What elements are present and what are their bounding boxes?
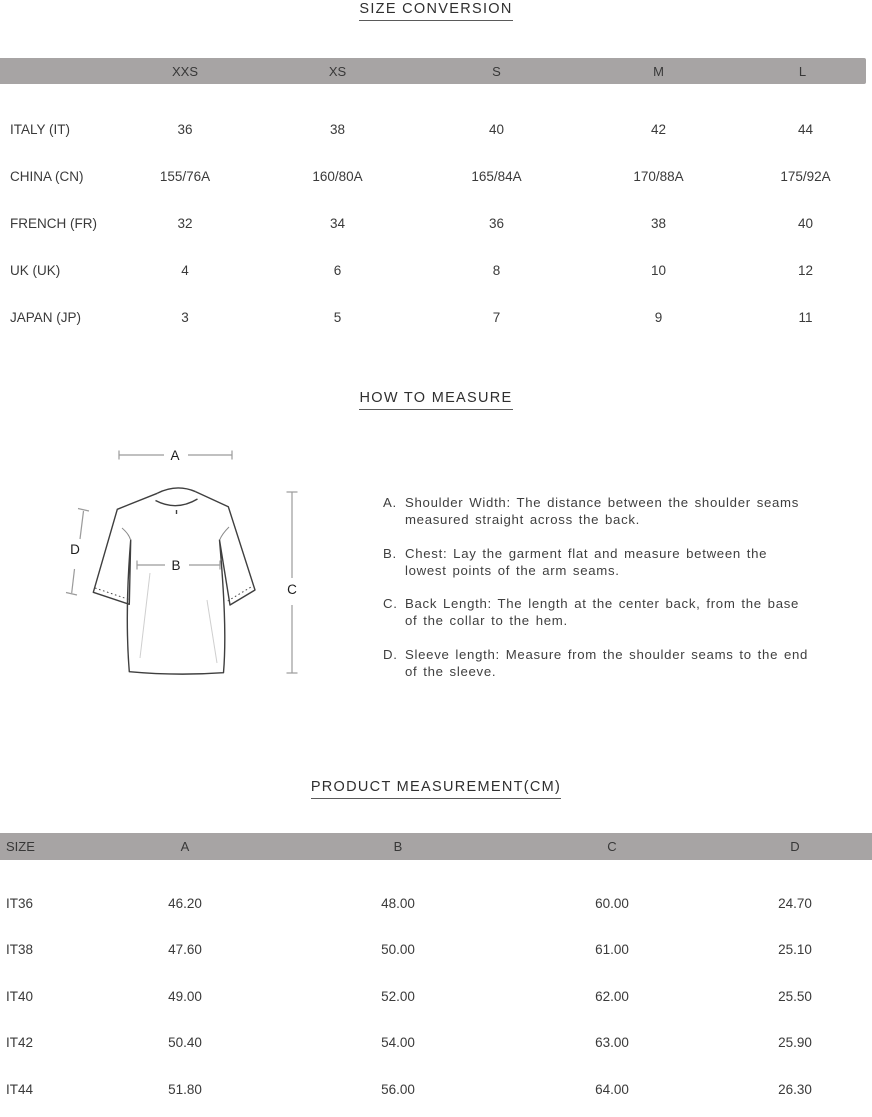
table-row-it42 — [0, 1020, 872, 1067]
product-measurement-title — [0, 779, 872, 799]
table-row-it36 — [0, 880, 872, 927]
cell: 36 — [177, 122, 193, 137]
diagram-label-b: B — [171, 558, 181, 573]
cell: 64.00 — [595, 1081, 629, 1097]
cell: 160/80A — [312, 169, 363, 184]
cell: 44 — [797, 122, 814, 137]
row-label: IT40 — [6, 988, 34, 1004]
row-label: IT36 — [6, 895, 34, 911]
cell: 48.00 — [381, 895, 415, 911]
row-label: IT42 — [6, 1035, 34, 1051]
cell: 56.00 — [381, 1081, 415, 1097]
column-header-d: D — [790, 839, 800, 854]
cell: 60.00 — [595, 895, 629, 911]
cell: 7 — [492, 310, 501, 325]
instruction-text: Shoulder Width: The distance between the shoulder seams measured straight across the back. — [405, 495, 800, 527]
cell: 36 — [488, 216, 505, 231]
table-row-it40 — [0, 973, 872, 1020]
diagram-label-c: C — [287, 582, 297, 597]
cell: 175/92A — [780, 169, 831, 184]
column-header-c: C — [607, 839, 617, 854]
cell: 46.20 — [168, 895, 202, 911]
table-row-uk — [0, 247, 872, 294]
row-label: UK (UK) — [10, 263, 61, 278]
cell: 25.90 — [778, 1035, 812, 1051]
cell: 155/76A — [159, 169, 211, 184]
cell: 165/84A — [471, 169, 522, 184]
instruction-sleeve-length — [383, 646, 865, 680]
instruction-prefix: D. — [383, 646, 398, 662]
cell: 38 — [329, 122, 346, 137]
cell: 49.00 — [168, 988, 202, 1004]
size-conversion-title-text: SIZE CONVERSION — [359, 1, 512, 21]
instruction-text: Back Length: The length at the center back, from the base of the collar to the hem. — [405, 596, 800, 628]
row-label: IT44 — [6, 1081, 34, 1097]
row-label: ITALY (IT) — [10, 122, 71, 137]
column-header-l: L — [798, 63, 807, 79]
cell: 54.00 — [381, 1035, 415, 1051]
diagram-label-a: A — [170, 448, 180, 463]
diagram-label-d: D — [70, 542, 80, 557]
instruction-chest — [383, 545, 865, 579]
cell: 10 — [650, 263, 667, 278]
product-measurement-title-text: PRODUCT MEASUREMENT(CM) — [311, 779, 561, 799]
seam-lines — [122, 527, 229, 540]
fold-lines — [140, 573, 217, 663]
cell: 61.00 — [595, 942, 629, 958]
column-header-size: SIZE — [6, 839, 35, 854]
instruction-back-length — [383, 595, 865, 629]
cell: 38 — [650, 216, 667, 231]
cell: 32 — [177, 216, 193, 231]
row-label: IT38 — [6, 942, 34, 958]
column-header-m: M — [653, 63, 664, 79]
table-row-china — [0, 153, 872, 200]
cell: 11 — [798, 310, 813, 325]
cell: 52.00 — [381, 988, 415, 1004]
instruction-text: Sleeve length: Measure from the shoulder seams to the end of the sleeve. — [405, 646, 809, 679]
size-conversion-header-row — [0, 58, 866, 84]
cell: 40 — [488, 122, 505, 137]
table-row-italy — [0, 106, 872, 153]
how-to-measure-title-text: HOW TO MEASURE — [359, 390, 512, 410]
instruction-text: Chest: Lay the garment flat and measure between the lowest points of the arm seams. — [405, 545, 768, 578]
instruction-prefix: C. — [383, 596, 398, 611]
cell: 5 — [333, 310, 342, 325]
cell: 63.00 — [595, 1035, 629, 1051]
table-row-it38 — [0, 927, 872, 974]
table-row-french — [0, 200, 872, 247]
product-measurement-header-row — [0, 833, 872, 860]
cell: 9 — [654, 310, 663, 325]
table-row-it44 — [0, 1066, 872, 1113]
cell: 34 — [329, 216, 346, 231]
cell: 12 — [797, 263, 814, 278]
cell: 50.40 — [168, 1035, 202, 1051]
product-measurement-table — [0, 880, 872, 1113]
how-to-measure-title — [0, 390, 872, 410]
instruction-prefix: B. — [383, 545, 397, 561]
cell: 62.00 — [595, 988, 629, 1004]
cell: 47.60 — [168, 942, 202, 958]
instruction-shoulder-width — [383, 494, 865, 528]
tshirt-outline — [93, 488, 255, 674]
size-conversion-table — [0, 106, 872, 341]
column-header-b: B — [393, 839, 403, 854]
column-header-xxs: XXS — [171, 63, 198, 79]
column-header-xs: XS — [328, 63, 347, 79]
cell: 40 — [797, 216, 814, 231]
cell: 170/88A — [633, 169, 684, 184]
row-label: CHINA (CN) — [10, 169, 84, 184]
table-row-japan — [0, 294, 872, 341]
cell: 25.50 — [778, 988, 812, 1004]
cell: 8 — [492, 263, 501, 278]
cell: 24.70 — [778, 895, 812, 911]
cell: 51.80 — [168, 1081, 202, 1097]
column-header-a: A — [180, 839, 190, 854]
cell: 3 — [181, 310, 189, 325]
cell: 42 — [650, 122, 667, 137]
cell: 4 — [181, 263, 189, 278]
column-header-s: S — [492, 63, 501, 79]
cell: 25.10 — [778, 942, 812, 958]
instruction-prefix: A. — [383, 495, 397, 510]
size-conversion-title — [0, 1, 872, 21]
tshirt-measurement-diagram — [52, 442, 318, 708]
row-label: JAPAN (JP) — [10, 310, 82, 325]
measure-instructions-list — [383, 494, 865, 696]
cell: 50.00 — [381, 942, 415, 958]
row-label: FRENCH (FR) — [10, 216, 97, 231]
cell: 6 — [333, 263, 342, 278]
cell: 26.30 — [778, 1081, 812, 1097]
